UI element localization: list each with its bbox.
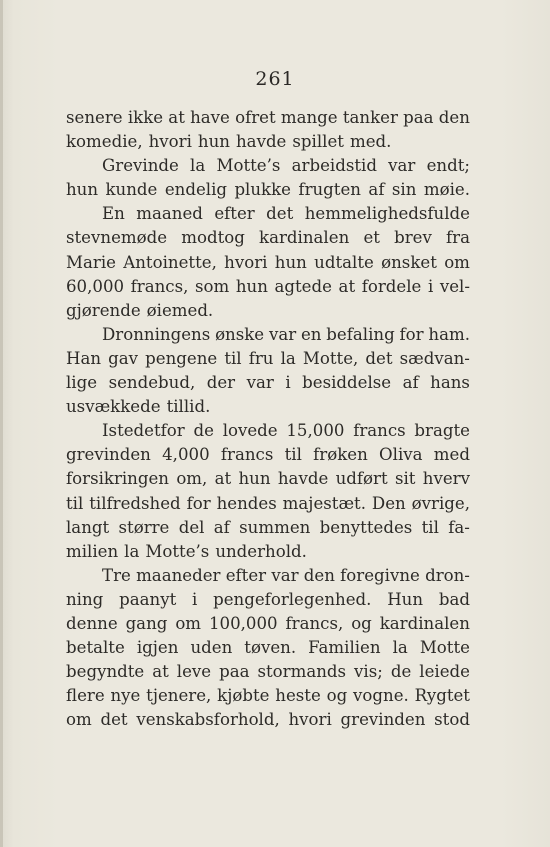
text-line: milien la Motte’s underhold. [66, 541, 307, 561]
text-line: flere nye tjenere, kjøbte heste og vogne. Rygtet [66, 686, 470, 706]
text-line: om det venskabsforhold, hvori grevinden stod [66, 710, 470, 730]
text-line: grevinden 4,000 francs til frøken Oliva med [66, 445, 470, 465]
text-line: Han gav pengene til fru la Motte, det sædvan- [66, 348, 470, 368]
text-line: Tre maaneder efter var den foregivne dron- [102, 565, 470, 585]
text-line: Grevinde la Motte’s arbeidstid var endt; [102, 156, 470, 176]
page-number: 261 [255, 68, 295, 90]
text-line: senere ikke at have ofret mange tanker paa den [66, 108, 470, 127]
binding-edge [0, 0, 3, 847]
body-text [66, 106, 470, 732]
text-line: betalte igjen uden tøven. Familien la Motte [66, 638, 470, 658]
text-line: ning paanyt i pengeforlegenhed. Hun bad [66, 589, 470, 609]
text-line: lige sendebud, der var i besiddelse af hans [66, 373, 470, 393]
text-line: komedie, hvori hun havde spillet med. [66, 132, 392, 152]
text-line: denne gang om 100,000 francs, og kardinalen [66, 613, 470, 633]
text-line: Dronningens ønske var en befaling for ham. [102, 324, 470, 344]
text-line: 60,000 francs, som hun agtede at fordele i vel- [66, 276, 470, 296]
text-line: til tilfredshed for hendes majestæt. Den øvrige, [66, 493, 470, 513]
text-line: langt større del af summen benyttedes til fa- [66, 517, 470, 537]
text-line: hun kunde endelig plukke frugten af sin møie. [66, 180, 470, 200]
text-line: En maaned efter det hemmelighedsfulde [102, 204, 470, 224]
text-line: forsikringen om, at hun havde udført sit hverv [66, 469, 470, 489]
text-line: stevnemøde modtog kardinalen et brev fra [66, 228, 470, 248]
text-line: Istedetfor de lovede 15,000 francs bragte [102, 421, 470, 441]
text-line: usvækkede tillid. [66, 397, 211, 417]
text-line: begyndte at leve paa stormands vis; de leiede [66, 662, 470, 682]
text-line: Marie Antoinette, hvori hun udtalte ønsket om [66, 252, 470, 272]
text-line: gjørende øiemed. [66, 300, 214, 320]
